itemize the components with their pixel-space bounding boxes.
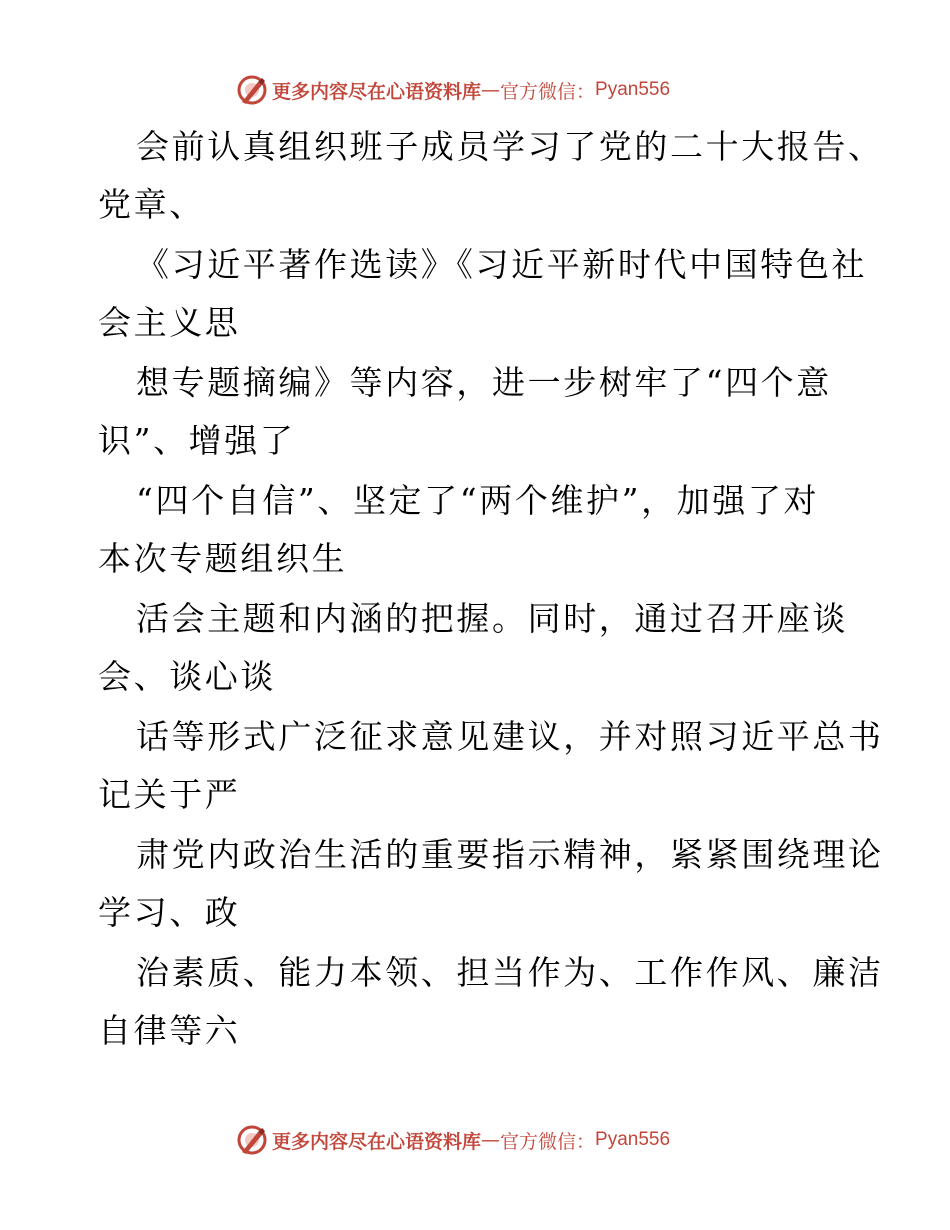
pen-logo-icon [236,74,268,106]
body-line: 会主义思 [98,303,241,342]
banner-wechat-label: 官方微信： [500,1130,596,1153]
banner-text: 更多内容尽在心语资料库 [272,1130,482,1153]
body-line: 党章、 [98,185,205,224]
body-line: 学习、政 [98,893,241,932]
body-line: 自律等六 [98,1011,241,1050]
banner-wechat-label: 官方微信： [500,80,596,103]
body-line: 活会主题和内涵的把握。同时，通过召开座谈 [136,599,848,638]
banner-wechat-id: Pyan556 [595,79,671,100]
body-line: 记关于严 [98,775,241,814]
body-line: “四个自信”、坚定了“两个维护”，加强了对 [136,481,820,520]
banner-text: 更多内容尽在心语资料库 [272,80,482,103]
body-line: 会前认真组织班子成员学习了党的二十大报告、 [136,127,884,166]
footer-banner [236,1122,716,1158]
pen-logo-icon [236,1124,268,1156]
banner-dash: — [481,79,501,101]
body-line: 识”、增强了 [98,421,296,460]
body-line: 肃党内政治生活的重要指示精神，紧紧围绕理论 [136,835,884,874]
header-banner [236,72,716,108]
body-line: 会、谈心谈 [98,657,276,696]
body-line: 话等形式广泛征求意见建议，并对照习近平总书 [136,717,884,756]
body-line: 治素质、能力本领、担当作为、工作作风、廉洁 [136,953,884,992]
banner-dash: — [481,1129,501,1151]
body-line: 想专题摘编》等内容，进一步树牢了“四个意 [136,363,832,402]
banner-wechat-id: Pyan556 [595,1129,671,1150]
body-line: 本次专题组织生 [98,539,348,578]
body-line: 《习近平著作选读》《习近平新时代中国特色社 [136,245,868,284]
